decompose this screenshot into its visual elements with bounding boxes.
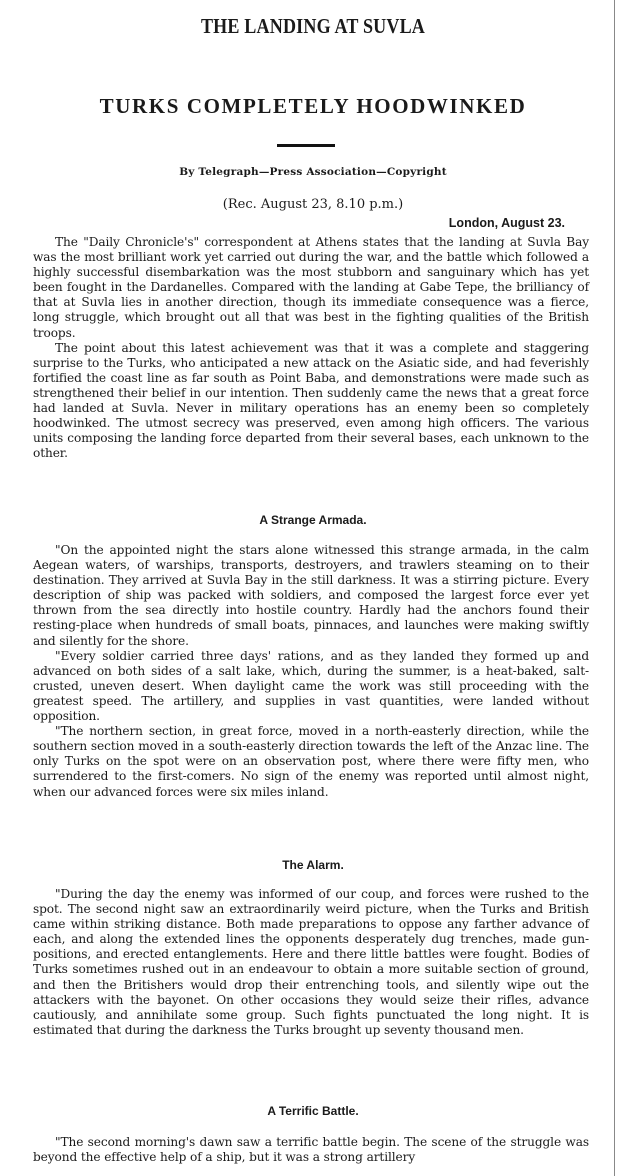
paragraph: "The northern section, in great force, moved in a north-easterly direction, while the southern section moved in a south-easterly direction towards the left of the Anzac line. The only Turks on the spot were on an observation post, where there were fifty men, who surrendered to the first-comers. No sign of the enemy was reported until almost night, when our advanced forces were six miles inland.: [33, 724, 589, 799]
subheadline: TURKS COMPLETELY HOODWINKED: [99, 94, 527, 118]
article-column: [33, 0, 593, 1176]
byline: By Telegraph—Press Association—Copyright: [179, 166, 447, 178]
section-block: [33, 543, 589, 800]
section-block: [33, 1135, 589, 1165]
headline: THE LANDING AT SUVLA: [200, 14, 426, 38]
dateline: London, August 23.: [448, 216, 565, 230]
paragraph: "Every soldier carried three days' rations, and as they landed they formed up and advanced on both sides of a salt lake, which, during the summer, is a heat-baked, salt-crusted, uneven desert. When daylight came the work was still proceeding with the greatest speed. The artillery, and supplies in vast quantities, were landed without opposition.: [33, 648, 589, 724]
headline-rule: [277, 144, 335, 147]
section-block: [33, 887, 589, 1038]
paragraph: The point about this latest achievement was that it was a complete and staggering surprise to the Turks, who anticipated a new attack on the Asiatic side, and had feverishly fortified the coast line as far south as Point Baba, and demonstrations were made such as strengthened their belief in our intention. Then suddenly came the news that a great force had landed at Suvla. Never in military operations has an enemy been so completely hoodwinked. The utmost secrecy was preserved, even among high officers. The various units composing the landing force departed from their several bases, each unknown to the other.: [33, 340, 589, 461]
section-heading: A Terrific Battle.: [267, 1104, 359, 1118]
paragraph: "During the day the enemy was informed of our coup, and forces were rushed to the spot. The second night saw an extraordinarily weird picture, when the Turks and British came within striking distance. Both made preparations to oppose any farther advance of each, and along the extended lines the opponents desperately dug trenches, made gun-positions, and erected entanglements. Here and there little battles were fought. Bodies of Turks sometimes rushed out in an endeavour to obtain a more suitable section of ground, and then the Britishers would drop their entrenching tools, and silently wipe out the attackers with the bayonet. On other occasions they would seize their rifles, advance cautiously, and annihilate some group. Such fights punctuated the long night. It is estimated that during the darkness the Turks brought up seventy thousand men.: [33, 887, 589, 1037]
section-heading: A Strange Armada.: [259, 513, 367, 527]
intro-block: [33, 235, 589, 461]
paragraph: "The second morning's dawn saw a terrific battle begin. The scene of the struggle was beyond the effective help of a ship, but it was a strong artillery: [33, 1135, 589, 1165]
received-time: (Rec. August 23, 8.10 p.m.): [222, 197, 404, 212]
section-heading: The Alarm.: [282, 858, 344, 872]
paragraph: "On the appointed night the stars alone witnessed this strange armada, in the calm Aegean waters, of warships, transports, destroyers, and trawlers steaming on to their destination. They arrived at Suvla Bay in the still darkness. It was a stirring picture. Every description of ship was packed with soldiers, and composed the largest force ever yet thrown from the sea directly into hostile country. Hardly had the anchors found their resting-place when hundreds of small boats, pinnaces, and launches were making swiftly and silently for the shore.: [33, 543, 589, 648]
paragraph: The "Daily Chronicle's" correspondent at Athens states that the landing at Suvla Bay was the most brilliant work yet carried out during the war, and the battle which followed a highly successful disembarkation was the most stubborn and sanguinary which has yet been fought in the Dardanelles. Compared with the landing at Gabe Tepe, the brilliancy of that at Suvla lies in another direction, though its immediate consequence was a fierce, long struggle, which brought out all that was best in the fighting qualities of the British troops.: [33, 235, 589, 340]
column-rule: [614, 0, 615, 1176]
